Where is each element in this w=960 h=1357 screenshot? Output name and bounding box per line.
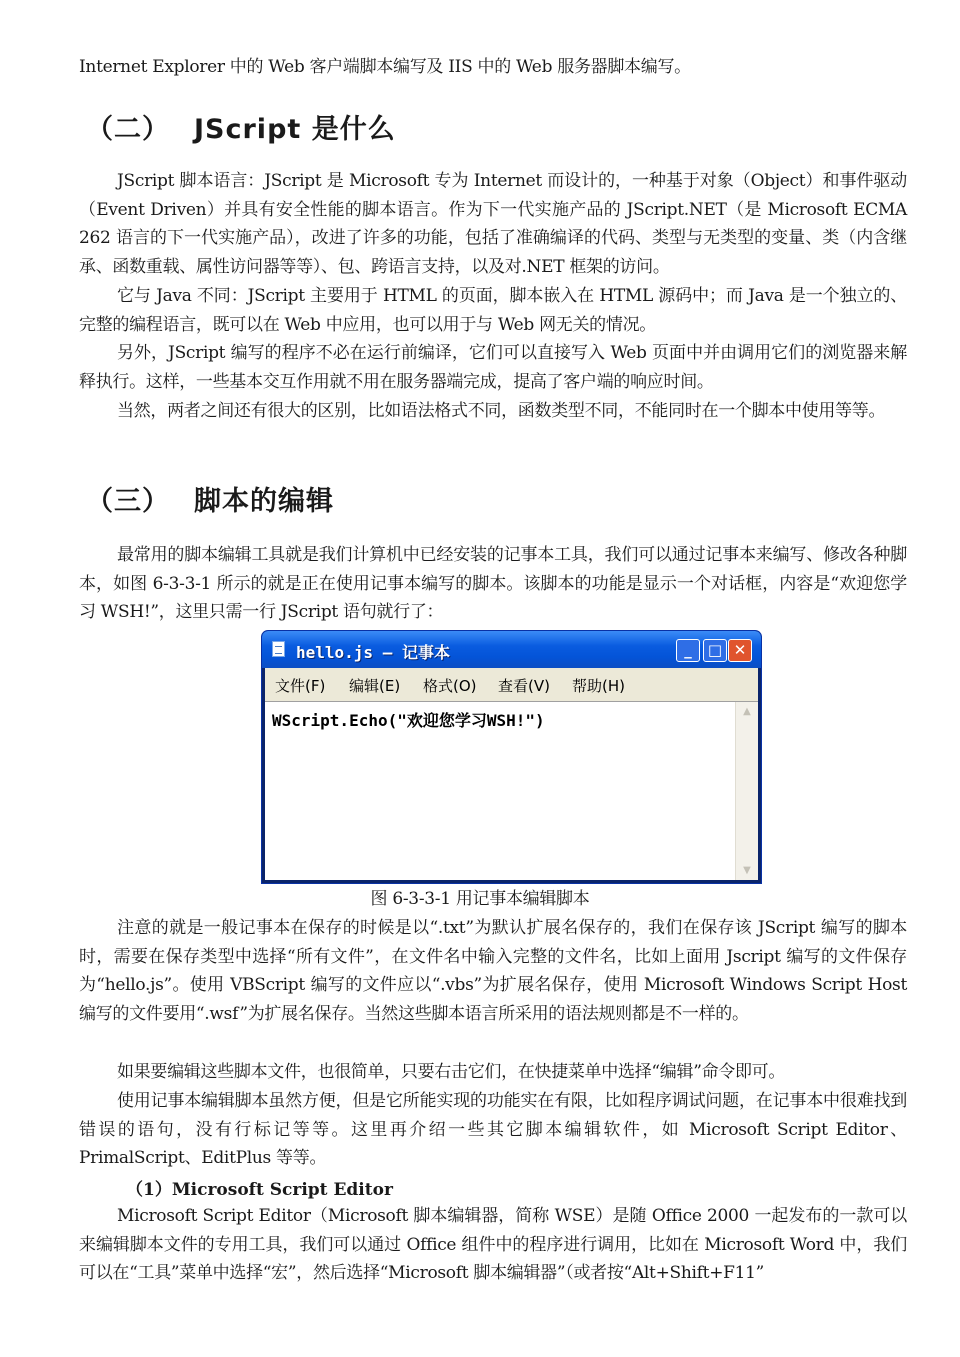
paragraph: 使用记事本编辑脚本虽然方便，但是它所能实现的功能实在有限，比如程序调试问题，在记事本中很难找到错误的语句，没有行标记等等。这里再介绍一些其它脚本编辑软件，如 Microsoft Script Editor、PrimalScript、EditPlus 等等。 xyxy=(79,1091,907,1169)
menu-file[interactable]: 文件(F) xyxy=(275,677,326,695)
paragraph: JScript 脚本语言：JScript 是 Microsoft 专为 Internet 而设计的，一种基于对象（Object）和事件驱动（Event Driven）并具有安全性能的脚本语言。作为下一代实施产品的 JScript.NET（是 Microsoft ECMA 262 语言的下一代实施产品），改进了许多的功能，包括了准确编译的代码、类型与无类型的变量、类（内含继承、函数重载、属性访问器等等）、包、跨语言支持，以及对.NET 框架的访问。 xyxy=(79,171,907,277)
paragraph: 注意的就是一般记事本在保存的时候是以“.txt”为默认扩展名保存的，我们在保存该 JScript 编写的脚本时，需要在保存类型中选择“所有文件”，在文件名中输入完整的文件名，比如上面用 Jscript 编写的文件保存为“hello.js”。使用 VBScript 编写的文件应以“.vbs”为扩展名保存，使用 Microsoft Windows Script Host 编写的文件要用“.wsf”为扩展名保存。当然这些脚本语言所采用的语法规则都是不一样的。 xyxy=(79,918,907,1024)
notepad-icon xyxy=(272,641,285,657)
paragraph: 如果要编辑这些脚本文件，也很简单，只要右击它们，在快捷菜单中选择“编辑”命令即可。 xyxy=(117,1062,786,1082)
menu-bar xyxy=(265,668,758,701)
text-edit-area[interactable] xyxy=(265,701,758,880)
menu-format[interactable]: 格式(O) xyxy=(423,677,477,695)
window-title-bar xyxy=(262,631,761,668)
paragraph: Microsoft Script Editor（Microsoft 脚本编辑器，简称 WSE）是随 Office 2000 一起发布的一款可以来编辑脚本文件的专用工具，我们可以通过 Office 组件中的程序进行调用，比如在 Microsoft Word 中，我们可以在“工具”菜单中选择“宏”，然后选择“Microsoft 脚本编辑器”（或者按“Alt+Shift+F11” xyxy=(79,1206,907,1284)
menu-edit[interactable]: 编辑(E) xyxy=(349,677,401,695)
section-2-title: JScript 是什么 xyxy=(194,114,396,145)
paragraph: 当然，两者之间还有很大的区别，比如语法格式不同，函数类型不同，不能同时在一个脚本中使用等等。 xyxy=(117,401,886,421)
section-2-heading xyxy=(86,107,396,146)
scroll-down-icon[interactable]: ▼ xyxy=(743,865,751,876)
figure-caption: 图 6-3-3-1 用记事本编辑脚本 xyxy=(370,889,590,909)
scroll-up-icon[interactable]: ▲ xyxy=(743,706,751,717)
close-button[interactable]: ✕ xyxy=(728,639,752,662)
section-3-title: 脚本的编辑 xyxy=(194,486,334,517)
script-code: WScript.Echo("欢迎您学习WSH!") xyxy=(272,711,545,730)
paragraph: 最常用的脚本编辑工具就是我们计算机中已经安装的记事本工具，我们可以通过记事本来编写、修改各种脚本，如图 6-3-3-1 所示的就是正在使用记事本编写的脚本。该脚本的功能是显示一个对话框，内容是“欢迎您学习 WSH!”，这里只需一行 JScript 语句就行了： xyxy=(79,545,907,623)
section-2-number: （二） xyxy=(86,114,170,145)
menu-view[interactable]: 查看(V) xyxy=(498,677,550,695)
window-title: hello.js – 记事本 xyxy=(296,643,450,662)
intro-line: Internet Explorer 中的 Web 客户端脚本编写及 IIS 中的 Web 服务器脚本编写。 xyxy=(79,57,691,77)
vertical-scrollbar[interactable] xyxy=(735,702,758,880)
section-3-heading xyxy=(86,479,334,518)
paragraph: 它与 Java 不同：JScript 主要用于 HTML 的页面，脚本嵌入在 HTML 源码中；而 Java 是一个独立的、完整的编程语言，既可以在 Web 中应用，也可以用于与 Web 网无关的情况。 xyxy=(79,286,907,335)
minimize-button[interactable]: _ xyxy=(676,639,700,662)
paragraph: 另外，JScript 编写的程序不必在运行前编译，它们可以直接写入 Web 页面中并由调用它们的浏览器来解释执行。这样，一些基本交互作用就不用在服务器端完成，提高了客户端的响应时间。 xyxy=(79,343,907,392)
maximize-button[interactable]: □ xyxy=(703,639,727,662)
menu-help[interactable]: 帮助(H) xyxy=(572,677,625,695)
notepad-window-figure xyxy=(261,630,762,884)
section-3-number: （三） xyxy=(86,486,170,517)
subheading: （1）Microsoft Script Editor xyxy=(126,1180,393,1200)
